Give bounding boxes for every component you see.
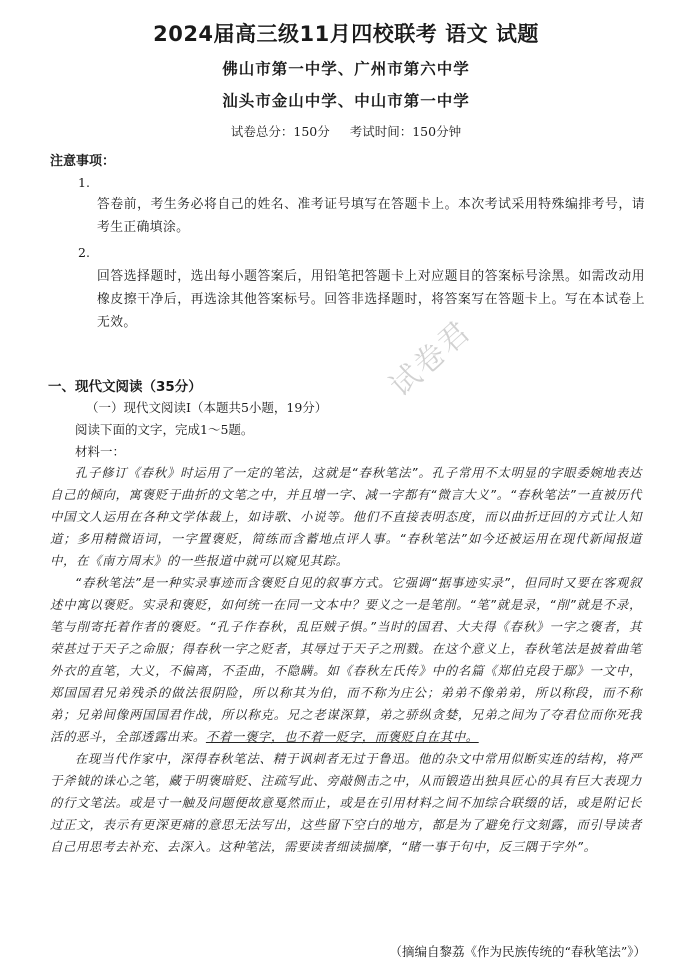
underlined-sentence: 不着一褒字，也不着一贬字，而褒贬自在其中。 <box>205 729 479 744</box>
reading-passage <box>50 462 642 858</box>
sub-section-heading: （一）现代文阅读I（本题共5小题，19分） <box>86 400 328 415</box>
reading-instruction: 阅读下面的文字，完成1～5题。 <box>75 422 254 437</box>
passage-paragraph-3: 在现当代作家中，深得春秋笔法、精于讽刺者无过于鲁迅。他的杂文中常用似断实连的结构，将严于斧钺的诛心之笔，藏于明褒暗贬、注疏写此、旁敲侧击之中，从而锻造出独具匠心的具有巨大表现力的行文笔法。或是寸一触及问题便故意戛然而止，或是在引用材料之间不加综合联缀的话，或是附记长过正文，表示有更深更痛的意思无法写出，这些留下空白的地方，都是为了避免行文刻露，而引导读者自己用思考去补充、去深入。这种笔法，需要读者细读揣摩，“睹一事于句中，反三隅于字外”。 <box>50 751 642 854</box>
passage-paragraph-1: 孔子修订《春秋》时运用了一定的笔法，这就是“春秋笔法”。孔子常用不太明显的字眼委婉地表达自己的倾向，寓褒贬于曲折的文笔之中，并且增一字、减一字都有“微言大义”。“春秋笔法”一直被历代中国文人运用在各种文学体裁上，如诗歌、小说等。他们不直接表明态度，而以曲折迂回的方式让人知道；多用精微语词，一字置褒贬，简练而含蓄地点评人事。“春秋笔法”如今还被运用在现代新闻报道中，在《南方周末》的一些报道中就可以窥见其踪。 <box>50 465 642 568</box>
passage-paragraph-2-body: “春秋笔法”是一种实录事迹而含褒贬自见的叙事方式。它强调“据事迹实录”，但同时又要在客观叙述中寓以褒贬。实录和褒贬，如何统一在同一文本中？要义之一是笔削。“笔”就是录，“削”就是不录，笔与削寄托着作者的褒贬。“孔子作春秋，乱臣贼子惧。”当时的国君、大夫得《春秋》一字之褒者，其荣甚过于天子之命服；得春秋一字之贬者，其辱过于天子之刑戮。在这个意义上，春秋笔法是披着曲笔外衣的直笔，大义，不偏离，不歪曲，不隐瞒。如《春秋左氏传》中的名篇《郑伯克段于鄢》一文中，郑国国君兄弟残杀的做法很阴险，所以称其为伯，而不称为庄公；弟弟不像弟弟，所以称段，而不称弟；兄弟间像两国国君作战，所以称克。兄之老谋深算，弟之骄纵贪婪，兄弟之间为了夺君位而你死我活的恶斗，全部透露出来。 <box>50 575 642 744</box>
passage-paragraph-2 <box>50 572 642 748</box>
material-label: 材料一： <box>75 444 126 459</box>
notice-item-1-text: 答卷前，考生务必将自己的姓名、准考证号填写在答题卡上。本次考试采用特殊编排考号，请考生正确填涂。 <box>97 197 645 235</box>
exam-title: 2024届高三级11月四校联考 语文 试题 <box>153 22 539 46</box>
section-heading: 一、现代文阅读（35分） <box>48 379 202 395</box>
notice-item-2-text: 回答选择题时，选出每小题答案后，用铅笔把答题卡上对应题目的答案标号涂黑。如需改动用橡皮擦干净后，再选涂其他答案标号。回答非选择题时，将答案写在答题卡上。写在本试卷上无效。 <box>97 269 645 330</box>
schools-line-1: 佛山市第一中学、广州市第六中学 <box>222 60 470 78</box>
exam-meta <box>0 122 692 140</box>
exam-time: 考试时间：150分钟 <box>349 124 462 139</box>
notice-item-1-number: 1. <box>78 175 90 190</box>
passage-source: （摘编自黎荔《作为民族传统的“春秋笔法”》） <box>389 944 646 959</box>
notice-item-2-number: 2. <box>78 245 90 260</box>
watermark: 试卷君 <box>383 313 479 404</box>
total-score: 试卷总分：150分 <box>230 124 330 139</box>
notice-heading: 注意事项： <box>50 154 116 169</box>
schools-line-2: 汕头市金山中学、中山市第一中学 <box>222 92 470 110</box>
